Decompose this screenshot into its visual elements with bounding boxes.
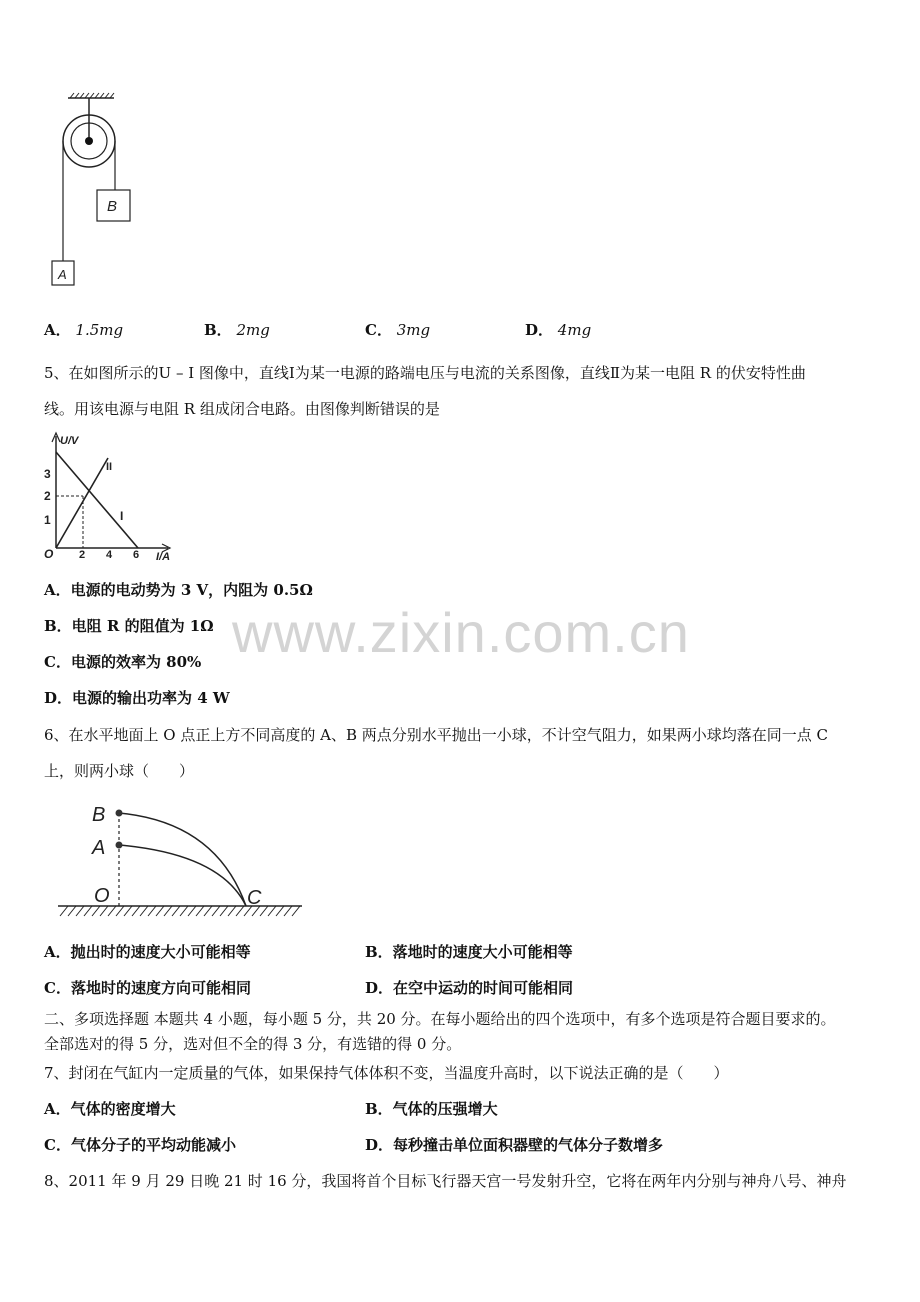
y-axis-label: U/V: [60, 435, 79, 447]
q4-option-d-key: D．: [525, 321, 554, 339]
q6-option-d[interactable]: D．在空中运动的时间可能相同: [365, 979, 574, 997]
x-tick-4: 4: [106, 549, 113, 561]
q5-stem-line2: 线。用该电源与电阻 R 组成闭合电路。由图像判断错误的是: [44, 400, 440, 418]
line-ii-label: II: [106, 461, 113, 473]
q6-stem-line1: 6、在水平地面上 O 点正上方不同高度的 A、B 两点分别水平抛出一小球，不计空气阻力，如果两小球均落在同一点 C: [44, 726, 829, 744]
q6-option-c[interactable]: C．落地时的速度方向可能相同: [44, 979, 251, 997]
ui-graph: [36, 428, 186, 563]
line-i-label: I: [120, 509, 124, 523]
x-tick-2: 2: [79, 549, 86, 561]
q4-option-b-key: B．: [204, 321, 232, 339]
q7-option-a[interactable]: A．气体的密度增大: [44, 1100, 176, 1118]
q5-option-c[interactable]: C．电源的效率为 80%: [44, 653, 202, 671]
point-b-label: B: [92, 804, 106, 826]
origin-label: O: [44, 547, 54, 561]
x-tick-6: 6: [133, 549, 140, 561]
q4-option-c-key: C．: [365, 321, 392, 339]
q4-option-a-key: A．: [44, 321, 71, 339]
q5-option-d[interactable]: D．电源的输出功率为 4 W: [44, 689, 230, 707]
projectile-figure: [56, 796, 306, 924]
q7-option-b[interactable]: B．气体的压强增大: [365, 1100, 498, 1118]
q5-option-b[interactable]: B．电阻 R 的阻值为 1Ω: [44, 617, 214, 635]
q7-option-c[interactable]: C．气体分子的平均动能减小: [44, 1136, 236, 1154]
section2-heading-line2: 全部选对的得 5 分，选对但不全的得 3 分，有选错的得 0 分。: [44, 1035, 462, 1053]
section2-heading-line1: 二、多项选择题 本题共 4 小题，每小题 5 分，共 20 分。在每小题给出的四个选项中，有多个选项是符合题目要求的。: [44, 1010, 836, 1028]
x-axis-label: I/A: [156, 551, 171, 563]
watermark: www.zixin.com.cn: [232, 601, 690, 664]
y-tick-3: 3: [44, 467, 51, 481]
point-o-label: O: [94, 885, 110, 907]
q7-stem: 7、封闭在气缸内一定质量的气体，如果保持气体体积不变，当温度升高时，以下说法正确的是（ ）: [44, 1064, 729, 1082]
q4-option-c[interactable]: [365, 319, 430, 340]
pulley-figure: [50, 92, 140, 292]
point-a-label: A: [92, 837, 106, 859]
q4-option-b[interactable]: [204, 319, 270, 340]
q5-option-a[interactable]: A．电源的电动势为 3 V，内阻为 0.5Ω: [44, 581, 313, 599]
block-a-label: A: [58, 267, 67, 282]
q4-option-a[interactable]: [44, 319, 123, 340]
q4-option-d[interactable]: [525, 319, 591, 340]
block-b-label: B: [107, 198, 118, 215]
q7-option-d[interactable]: D．每秒撞击单位面积器壁的气体分子数增多: [365, 1136, 664, 1154]
q8-stem: 8、2011 年 9 月 29 日晚 21 时 16 分，我国将首个目标飞行器天宫一号发射升空，它将在两年内分别与神舟八号、神舟: [44, 1172, 847, 1190]
q4-option-d-text: 4mg: [557, 321, 592, 339]
q5-stem-line1: 5、在如图所示的U – I 图像中，直线Ⅰ为某一电源的路端电压与电流的关系图像，直线Ⅱ为某一电阻 R 的伏安特性曲: [44, 364, 806, 382]
q4-option-b-text: 2mg: [236, 321, 270, 339]
y-tick-1: 1: [44, 513, 51, 527]
q4-option-c-text: 3mg: [396, 321, 431, 339]
y-tick-2: 2: [44, 489, 51, 503]
point-c-label: C: [247, 887, 262, 909]
q4-option-a-text: 1.5mg: [75, 321, 124, 339]
q6-option-a[interactable]: A．抛出时的速度大小可能相等: [44, 943, 251, 961]
q6-stem-line2: 上，则两小球（ ）: [44, 762, 195, 780]
q6-option-b[interactable]: B．落地时的速度大小可能相等: [365, 943, 573, 961]
